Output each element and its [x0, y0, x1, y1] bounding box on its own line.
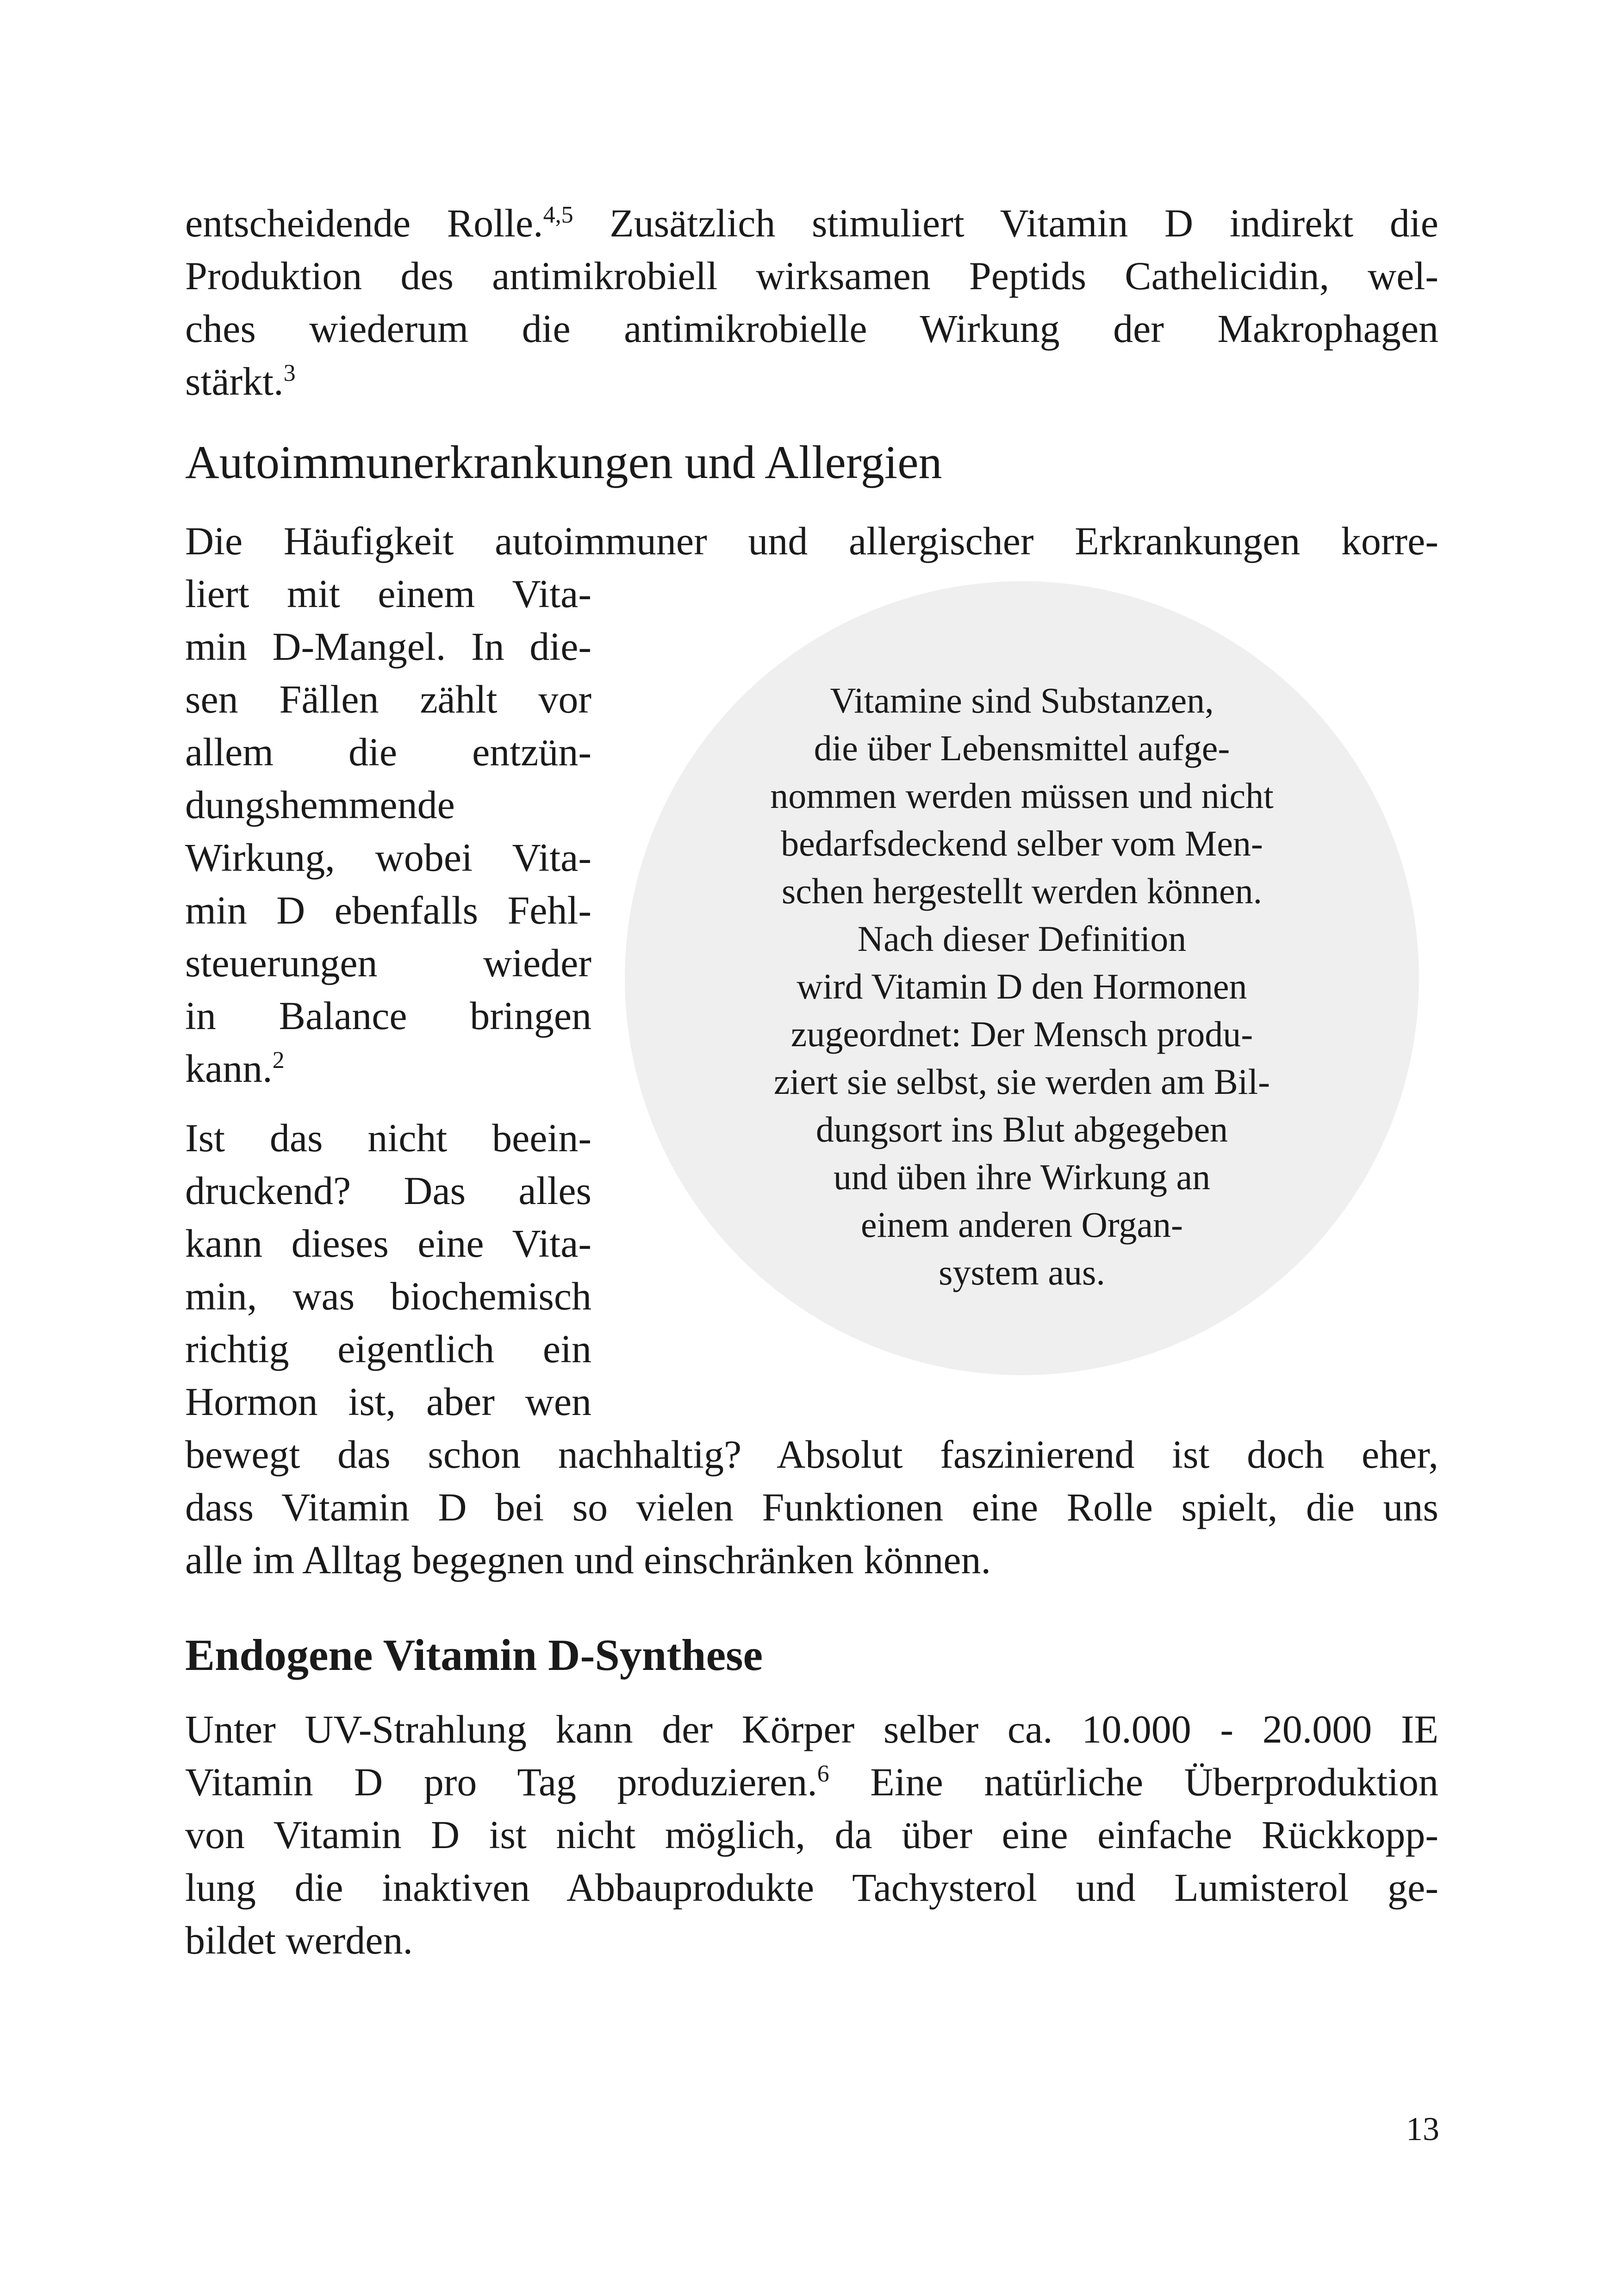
callout-line: nommen werden müssen und nicht: [770, 776, 1274, 816]
text-line: von Vitamin D ist nicht möglich, da über eine einfache Rückkopp-: [185, 1812, 1438, 1857]
footnote-ref: 4,5: [543, 202, 573, 228]
footnote-ref: 3: [283, 360, 296, 386]
text-line: kann dieses eine Vita-: [185, 1221, 591, 1266]
text-line: Vitamin D pro Tag produzieren.$^6$ Eine natürliche Überproduktion: [185, 1760, 1438, 1804]
text-line: liert mit einem Vita-: [185, 571, 591, 616]
text-line: alle im Alltag begegnen und einschränken können.: [185, 1538, 991, 1582]
text-line: sen Fällen zählt vor: [185, 677, 591, 721]
callout-line: wird Vitamin D den Hormonen: [797, 966, 1247, 1006]
text-line: Hormon ist, aber wen: [185, 1379, 591, 1424]
callout-line: zugeordnet: Der Mensch produ-: [790, 1014, 1253, 1054]
text-line: Wirkung, wobei Vita-: [185, 835, 591, 880]
text-line: steuerungen wieder: [185, 941, 591, 985]
text-line: min D ebenfalls Fehl-: [185, 888, 591, 932]
callout-line: ziert sie selbst, sie werden am Bil-: [773, 1061, 1270, 1102]
text-line: bildet werden.: [185, 1918, 413, 1962]
paragraph-endogenous-synthesis: [185, 1703, 1438, 1967]
text-line: Die Häufigkeit autoimmuner und allergischer Erkrankungen korre-: [185, 519, 1438, 563]
text-line: Ist das nicht beein-: [185, 1116, 591, 1160]
paragraph-hormone-continued: [185, 1428, 1438, 1586]
callout-line: schen hergestellt werden können.: [781, 871, 1263, 911]
callout-line: und üben ihre Wirkung an: [833, 1157, 1211, 1197]
callout-line: die über Lebensmittel aufge-: [814, 728, 1230, 768]
section-heading-autoimmune: Autoimmunerkrankungen und Allergien: [185, 436, 942, 489]
text-line: allem die entzün-: [185, 730, 591, 774]
text-line: in Balance bringen: [185, 993, 591, 1038]
page-number: 13: [1406, 2110, 1439, 2147]
callout-text: [625, 676, 1419, 1296]
text-line: dass Vitamin D bei so vielen Funktionen eine Rolle spielt, die uns: [185, 1485, 1438, 1529]
callout-line: system aus.: [939, 1252, 1105, 1292]
text-line: min, was biochemisch: [185, 1274, 591, 1318]
callout-line: Nach dieser Definition: [857, 918, 1187, 959]
paragraph-hormone-column: [185, 1111, 591, 1428]
text-line: Unter UV-Strahlung kann der Körper selber ca. 10.000 - 20.000 IE: [185, 1707, 1438, 1751]
text-line: bewegt das schon nachhaltig? Absolut faszinierend ist doch eher,: [185, 1432, 1438, 1477]
paragraph-immune-response: [185, 197, 1438, 408]
callout-line: einem anderen Organ-: [861, 1204, 1183, 1245]
callout-line: dungsort ins Blut abgegeben: [815, 1109, 1228, 1149]
paragraph-autoimmune-intro: [185, 515, 1438, 567]
text-line: Produktion des antimikrobiell wirksamen Peptids Cathelicidin, wel-: [185, 254, 1438, 298]
paragraph-autoimmune-column: [185, 567, 591, 1095]
text-line: entscheidende Rolle.$^{4,5}$ Zusätzlich stimuliert Vitamin D indirekt die: [185, 201, 1438, 245]
footnote-ref: 2: [272, 1047, 285, 1074]
text-line: richtig eigentlich ein: [185, 1327, 591, 1371]
text-line: ches wiederum die antimikrobielle Wirkung der Makrophagen: [185, 306, 1438, 351]
text-line: druckend? Das alles: [185, 1168, 591, 1213]
callout-line: Vitamine sind Substanzen,: [830, 680, 1214, 720]
footnote-ref: 6: [817, 1761, 829, 1787]
text-line: min D-Mangel. In die-: [185, 624, 591, 669]
text-line: stärkt.$^3$: [185, 359, 296, 403]
callout-line: bedarfsdeckend selber vom Men-: [781, 823, 1263, 863]
section-heading-endogenous-synthesis: Endogene Vitamin D-Synthese: [185, 1630, 763, 1680]
text-line: dungshemmende: [185, 782, 455, 827]
text-line: kann.$^2$: [185, 1046, 285, 1091]
text-line: lung die inaktiven Abbauprodukte Tachysterol und Lumisterol ge-: [185, 1865, 1438, 1910]
